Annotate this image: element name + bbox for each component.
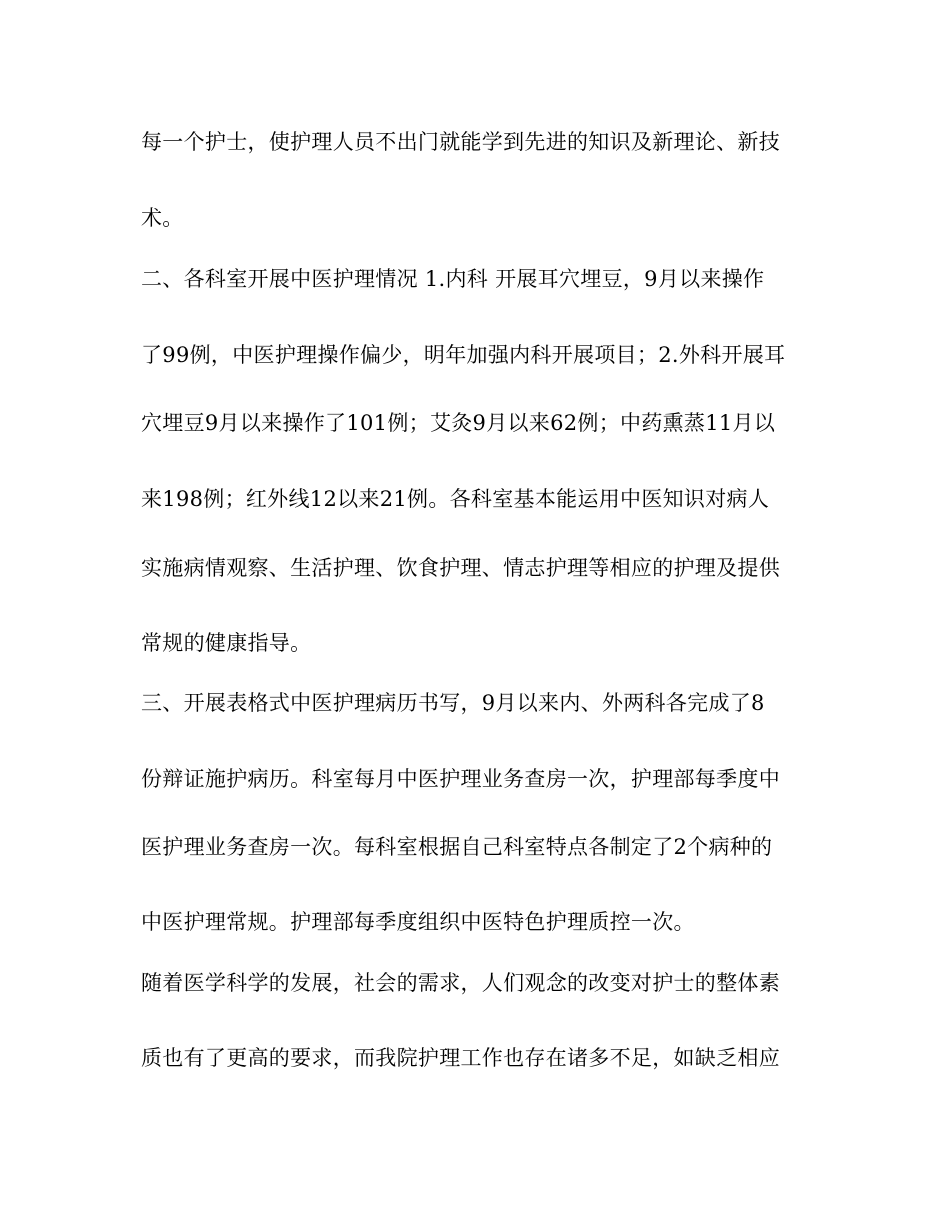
text-line: 中医护理常规。护理部每季度组织中医特色护理质控一次。 xyxy=(141,910,695,934)
text-line: 实施病情观察、生活护理、饮食护理、情志护理等相应的护理及提供 xyxy=(141,556,780,580)
text-line: 质也有了更高的要求，而我院护理工作也存在诸多不足，如缺乏相应 xyxy=(141,1046,780,1070)
text-line: 份辩证施护病历。科室每月中医护理业务查房一次，护理部每季度中 xyxy=(141,767,780,791)
text-line: 三、开展表格式中医护理病历书写，9月以来内、外两科各完成了8 xyxy=(141,691,765,715)
text-line: 医护理业务查房一次。每科室根据自己科室特点各制定了2个病种的 xyxy=(141,835,773,859)
text-line: 二、各科室开展中医护理情况 1.内科 开展耳穴埋豆，9月以来操作 xyxy=(141,267,765,291)
text-line: 了99例，中医护理操作偏少，明年加强内科开展项目；2.外科开展耳 xyxy=(141,343,786,367)
text-line: 来198例；红外线12以来21例。各科室基本能运用中医知识对病人 xyxy=(141,487,770,511)
text-line: 穴埋豆9月以来操作了101例；艾灸9月以来62例；中药熏蒸11月以 xyxy=(141,411,776,435)
text-line: 每一个护士，使护理人员不出门就能学到先进的知识及新理论、新技 xyxy=(141,130,780,154)
text-line: 常规的健康指导。 xyxy=(141,631,312,655)
text-line: 术。 xyxy=(141,206,184,230)
text-line: 随着医学科学的发展，社会的需求，人们观念的改变对护士的整体素 xyxy=(141,971,780,995)
